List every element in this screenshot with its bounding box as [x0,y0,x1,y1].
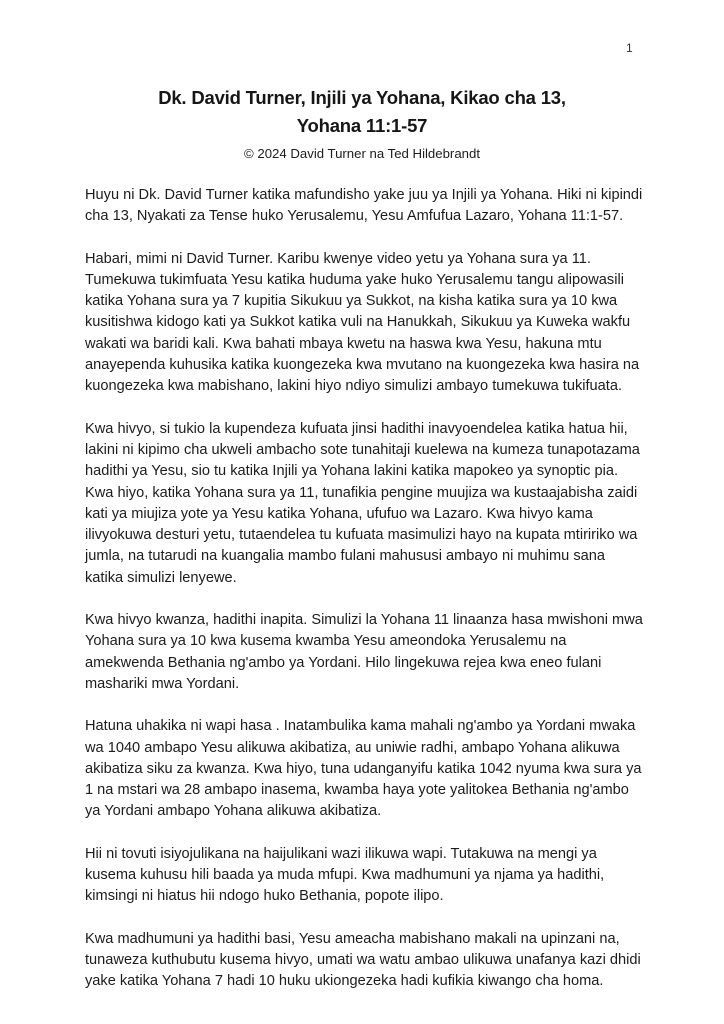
paragraph: Kwa hivyo, si tukio la kupendeza kufuata jinsi hadithi inavyoendelea katika hatua hii, lakini ni kipimo cha ukweli ambacho sote tunahitaji kuelewa na kumeza tunapotazama hadithi ya Yesu, sio tu katika Injili ya Yohana lakini katika mapokeo ya synoptic pia. Kwa hiyo, katika Yohana sura ya 11, tunafikia pengine muujiza wa kustaajabisha zaidi kati ya miujiza yote ya Yesu katika Yohana, ufufuo wa Lazaro. Kwa hivyo kama ilivyokuwa desturi yetu, tutaendelea tu kufuata masimulizi hayo na kupata mtiririko wa jumla, na tutarudi na kuangalia mambo fulani mahususi ambayo ni muhimu sana katika simulizi lenyewe. [85,420,640,586]
document-title [0,84,724,140]
paragraph: Habari, mimi ni David Turner. Karibu kwenye video yetu ya Yohana sura ya 11. Tumekuwa tukimfuata Yesu katika huduma yake huko Yerusalemu tangu alipowasili katika Yohana sura ya 7 kupitia Sikukuu ya Sukkot, na kisha katika sura ya 10 kwa kusitishwa kidogo kati ya Sukkot katika vuli na Hanukkah, Sikukuu ya Kuweka wakfu wakati wa baridi kali. Kwa bahati mbaya kwetu na haswa kwa Yesu, hakuna mtu anayependa kuhusika katika kuongezeka kwa mvutano na kuongezeka kwa hasira na kuongezeka kwa mabishano, lakini hiyo ndiyo simulizi ambayo tumekuwa tukifuata. [85,250,640,395]
document-title-line2: Yohana 11:1-57 [296,115,428,136]
paragraph: Hii ni tovuti isiyojulikana na haijulikani wazi ilikuwa wapi. Tutakuwa na mengi ya kusema kuhusu hili baada ya muda mfupi. Kwa madhumuni ya njama ya hadithi, kimsingi ni hiatus hii ndogo huko Bethania, popote ilipo. [85,845,605,905]
page-number: 1 [626,41,633,55]
document-body [85,185,646,993]
paragraph: Hatuna uhakika ni wapi hasa . Inatambulika kama mahali ng'ambo ya Yordani mwaka wa 1040 ambapo Yesu alikuwa akibatiza, au uniwie radhi, ambapo Yohana alikuwa akibatiza siku za kwanza. Kwa hiyo, tuna udanganyifu katika 1042 nyuma kwa sura ya 1 na mstari wa 28 ambapo inasema, kwamba haya yote yalitokea Bethania ng'ambo ya Yordani ambapo Yohana alikuwa akibatiza. [85,718,642,820]
document-header [0,84,724,163]
paragraph: Kwa madhumuni ya hadithi basi, Yesu ameacha mabishano makali na upinzani na, tunaweza kuthubutu kusema hivyo, umati wa watu ambao ulikuwa unafanya kazi dhidi yake katika Yohana 7 hadi 10 huku ukiongezeka hadi kufikia kiwango cha homa. [85,930,641,990]
copyright-line: © 2024 David Turner na Ted Hildebrandt [243,146,480,161]
document-title-line1: Dk. David Turner, Injili ya Yohana, Kikao cha 13, [158,87,566,108]
paragraph: Kwa hivyo kwanza, hadithi inapita. Simulizi la Yohana 11 linaanza hasa mwishoni mwa Yohana sura ya 10 kwa kusema kwamba Yesu ameondoka Yerusalemu na amekwenda Bethania ng'ambo ya Yordani. Hilo lingekuwa rejea kwa eneo fulani mashariki mwa Yordani. [85,612,643,692]
paragraph: Huyu ni Dk. David Turner katika mafundisho yake juu ya Injili ya Yohana. Hiki ni kipindi cha 13, Nyakati za Tense huko Yerusalemu, Yesu Amfufua Lazaro, Yohana 11:1-57. [85,187,643,225]
